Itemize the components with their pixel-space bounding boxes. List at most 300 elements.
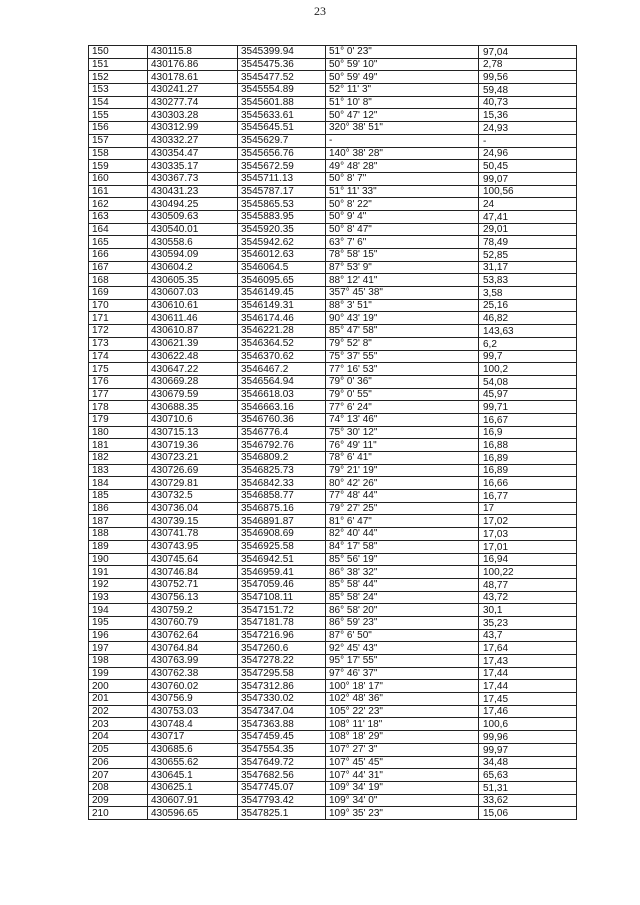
distance-cell: 99,7	[479, 350, 577, 363]
point-number-cell: 206	[89, 756, 148, 769]
point-number-cell: 191	[89, 566, 148, 579]
y-coordinate-cell: 3546012.63	[238, 249, 326, 262]
table-row	[89, 198, 577, 211]
y-coordinate-cell: 3547108.11	[238, 591, 326, 604]
x-coordinate-cell: 430739.15	[148, 515, 238, 528]
x-coordinate-cell: 430625.1	[148, 781, 238, 794]
direction-angle-cell: 50° 47' 12"	[326, 109, 479, 122]
table-row	[89, 693, 577, 706]
point-number-cell: 184	[89, 477, 148, 490]
distance-cell: 16,89	[479, 464, 577, 477]
direction-angle-cell: 87° 53' 9"	[326, 261, 479, 274]
y-coordinate-cell: 3546875.16	[238, 502, 326, 515]
y-coordinate-cell: 3546760.36	[238, 413, 326, 426]
distance-cell: 100,2	[479, 363, 577, 376]
distance-cell: 99,97	[479, 743, 577, 756]
x-coordinate-cell: 430745.64	[148, 553, 238, 566]
distance-cell: -	[479, 134, 577, 147]
table-row	[89, 667, 577, 680]
y-coordinate-cell: 3545672.59	[238, 160, 326, 173]
point-number-cell: 197	[89, 642, 148, 655]
direction-angle-cell: 100° 18' 17"	[326, 680, 479, 693]
direction-angle-cell: 88° 3' 51"	[326, 299, 479, 312]
x-coordinate-cell: 430717	[148, 731, 238, 744]
y-coordinate-cell: 3547151.72	[238, 604, 326, 617]
table-row	[89, 528, 577, 541]
y-coordinate-cell: 3545865.53	[238, 198, 326, 211]
y-coordinate-cell: 3547793.42	[238, 794, 326, 807]
y-coordinate-cell: 3546925.58	[238, 540, 326, 553]
x-coordinate-cell: 430277.74	[148, 96, 238, 109]
distance-cell: 24	[479, 198, 577, 211]
point-number-cell: 162	[89, 198, 148, 211]
y-coordinate-cell: 3547825.1	[238, 807, 326, 820]
x-coordinate-cell: 430610.61	[148, 299, 238, 312]
x-coordinate-cell: 430679.59	[148, 388, 238, 401]
table-row	[89, 655, 577, 668]
direction-angle-cell: -	[326, 134, 479, 147]
x-coordinate-cell: 430354.47	[148, 147, 238, 160]
table-row	[89, 46, 577, 59]
point-number-cell: 187	[89, 515, 148, 528]
y-coordinate-cell: 3546149.31	[238, 299, 326, 312]
x-coordinate-cell: 430647.22	[148, 363, 238, 376]
direction-angle-cell: 77° 48' 44"	[326, 490, 479, 503]
y-coordinate-cell: 3546663.16	[238, 401, 326, 414]
point-number-cell: 208	[89, 781, 148, 794]
x-coordinate-cell: 430494.25	[148, 198, 238, 211]
point-number-cell: 192	[89, 578, 148, 591]
distance-cell: 16,66	[479, 477, 577, 490]
point-number-cell: 174	[89, 350, 148, 363]
direction-angle-cell: 77° 16' 53"	[326, 363, 479, 376]
direction-angle-cell: 50° 8' 7"	[326, 172, 479, 185]
direction-angle-cell: 49° 48' 28"	[326, 160, 479, 173]
table-row	[89, 122, 577, 135]
distance-cell: 54,08	[479, 375, 577, 388]
x-coordinate-cell: 430756.9	[148, 693, 238, 706]
direction-angle-cell: 86° 59' 23"	[326, 616, 479, 629]
point-number-cell: 159	[89, 160, 148, 173]
direction-angle-cell: 50° 59' 49"	[326, 71, 479, 84]
table-row	[89, 604, 577, 617]
table-row	[89, 134, 577, 147]
y-coordinate-cell: 3546891.87	[238, 515, 326, 528]
x-coordinate-cell: 430732.5	[148, 490, 238, 503]
table-row	[89, 58, 577, 71]
direction-angle-cell: 63° 7' 6"	[326, 236, 479, 249]
x-coordinate-cell: 430688.35	[148, 401, 238, 414]
direction-angle-cell: 95° 17' 55"	[326, 655, 479, 668]
table-row	[89, 629, 577, 642]
table-row	[89, 642, 577, 655]
distance-cell: 53,83	[479, 274, 577, 287]
distance-cell: 99,96	[479, 731, 577, 744]
table-row	[89, 172, 577, 185]
point-number-cell: 168	[89, 274, 148, 287]
x-coordinate-cell: 430736.04	[148, 502, 238, 515]
point-number-cell: 167	[89, 261, 148, 274]
distance-cell: 33,62	[479, 794, 577, 807]
direction-angle-cell: 92° 45' 43"	[326, 642, 479, 655]
distance-cell: 51,31	[479, 781, 577, 794]
x-coordinate-cell: 430332.27	[148, 134, 238, 147]
direction-angle-cell: 85° 47' 58"	[326, 325, 479, 338]
distance-cell: 16,94	[479, 553, 577, 566]
point-number-cell: 175	[89, 363, 148, 376]
x-coordinate-cell: 430607.91	[148, 794, 238, 807]
point-number-cell: 207	[89, 769, 148, 782]
y-coordinate-cell: 3545554.89	[238, 84, 326, 97]
direction-angle-cell: 50° 9' 4"	[326, 210, 479, 223]
distance-cell: 99,07	[479, 172, 577, 185]
x-coordinate-cell: 430594.09	[148, 249, 238, 262]
table-row	[89, 731, 577, 744]
point-number-cell: 151	[89, 58, 148, 71]
point-number-cell: 160	[89, 172, 148, 185]
y-coordinate-cell: 3545942.62	[238, 236, 326, 249]
point-number-cell: 171	[89, 312, 148, 325]
y-coordinate-cell: 3546908.69	[238, 528, 326, 541]
point-number-cell: 203	[89, 718, 148, 731]
y-coordinate-cell: 3547554.35	[238, 743, 326, 756]
direction-angle-cell: 90° 43' 19"	[326, 312, 479, 325]
y-coordinate-cell: 3546174.46	[238, 312, 326, 325]
distance-cell: 43,7	[479, 629, 577, 642]
direction-angle-cell: 88° 12' 41"	[326, 274, 479, 287]
y-coordinate-cell: 3545477.52	[238, 71, 326, 84]
point-number-cell: 156	[89, 122, 148, 135]
distance-cell: 46,82	[479, 312, 577, 325]
y-coordinate-cell: 3546825.73	[238, 464, 326, 477]
y-coordinate-cell: 3545645.51	[238, 122, 326, 135]
point-number-cell: 173	[89, 337, 148, 350]
point-number-cell: 201	[89, 693, 148, 706]
table-row	[89, 591, 577, 604]
coordinates-table-body	[89, 46, 577, 820]
table-row	[89, 223, 577, 236]
distance-cell: 24,93	[479, 122, 577, 135]
table-row	[89, 249, 577, 262]
direction-angle-cell: 140° 38' 28"	[326, 147, 479, 160]
distance-cell: 17	[479, 502, 577, 515]
point-number-cell: 190	[89, 553, 148, 566]
point-number-cell: 202	[89, 705, 148, 718]
y-coordinate-cell: 3547347.04	[238, 705, 326, 718]
point-number-cell: 182	[89, 452, 148, 465]
x-coordinate-cell: 430431.23	[148, 185, 238, 198]
table-row	[89, 96, 577, 109]
direction-angle-cell: 78° 6' 41"	[326, 452, 479, 465]
direction-angle-cell: 109° 34' 0"	[326, 794, 479, 807]
direction-angle-cell: 107° 27' 3"	[326, 743, 479, 756]
y-coordinate-cell: 3547745.07	[238, 781, 326, 794]
y-coordinate-cell: 3546564.94	[238, 375, 326, 388]
table-row	[89, 680, 577, 693]
y-coordinate-cell: 3545601.88	[238, 96, 326, 109]
x-coordinate-cell: 430176.86	[148, 58, 238, 71]
x-coordinate-cell: 430762.38	[148, 667, 238, 680]
direction-angle-cell: 102° 48' 36"	[326, 693, 479, 706]
point-number-cell: 205	[89, 743, 148, 756]
distance-cell: 25,16	[479, 299, 577, 312]
distance-cell: 100,56	[479, 185, 577, 198]
table-row	[89, 236, 577, 249]
y-coordinate-cell: 3545711.13	[238, 172, 326, 185]
direction-angle-cell: 79° 0' 36"	[326, 375, 479, 388]
y-coordinate-cell: 3545920.35	[238, 223, 326, 236]
direction-angle-cell: 81° 6' 47"	[326, 515, 479, 528]
point-number-cell: 150	[89, 46, 148, 59]
table-row	[89, 210, 577, 223]
distance-cell: 43,72	[479, 591, 577, 604]
y-coordinate-cell: 3547216.96	[238, 629, 326, 642]
distance-cell: 59,48	[479, 84, 577, 97]
distance-cell: 16,77	[479, 490, 577, 503]
distance-cell: 17,44	[479, 680, 577, 693]
direction-angle-cell: 79° 0' 55"	[326, 388, 479, 401]
distance-cell: 50,45	[479, 160, 577, 173]
distance-cell: 35,23	[479, 616, 577, 629]
table-row	[89, 160, 577, 173]
direction-angle-cell: 107° 45' 45"	[326, 756, 479, 769]
distance-cell: 65,63	[479, 769, 577, 782]
point-number-cell: 200	[89, 680, 148, 693]
y-coordinate-cell: 3546370.62	[238, 350, 326, 363]
table-row	[89, 325, 577, 338]
y-coordinate-cell: 3546792.76	[238, 439, 326, 452]
direction-angle-cell: 74° 13' 46"	[326, 413, 479, 426]
x-coordinate-cell: 430669.28	[148, 375, 238, 388]
distance-cell: 17,02	[479, 515, 577, 528]
point-number-cell: 178	[89, 401, 148, 414]
point-number-cell: 188	[89, 528, 148, 541]
x-coordinate-cell: 430540.01	[148, 223, 238, 236]
y-coordinate-cell: 3546959.41	[238, 566, 326, 579]
x-coordinate-cell: 430760.79	[148, 616, 238, 629]
point-number-cell: 153	[89, 84, 148, 97]
direction-angle-cell: 51° 0' 23"	[326, 46, 479, 59]
x-coordinate-cell: 430303.28	[148, 109, 238, 122]
table-row	[89, 388, 577, 401]
y-coordinate-cell: 3547295.58	[238, 667, 326, 680]
distance-cell: 47,41	[479, 210, 577, 223]
y-coordinate-cell: 3546776.4	[238, 426, 326, 439]
y-coordinate-cell: 3546221.28	[238, 325, 326, 338]
x-coordinate-cell: 430762.64	[148, 629, 238, 642]
x-coordinate-cell: 430763.99	[148, 655, 238, 668]
x-coordinate-cell: 430746.84	[148, 566, 238, 579]
y-coordinate-cell: 3545787.17	[238, 185, 326, 198]
distance-cell: 31,17	[479, 261, 577, 274]
x-coordinate-cell: 430610.87	[148, 325, 238, 338]
point-number-cell: 154	[89, 96, 148, 109]
point-number-cell: 181	[89, 439, 148, 452]
table-row	[89, 578, 577, 591]
direction-angle-cell: 77° 6' 24"	[326, 401, 479, 414]
x-coordinate-cell: 430611.46	[148, 312, 238, 325]
y-coordinate-cell: 3547312.86	[238, 680, 326, 693]
x-coordinate-cell: 430558.6	[148, 236, 238, 249]
point-number-cell: 198	[89, 655, 148, 668]
point-number-cell: 177	[89, 388, 148, 401]
point-number-cell: 179	[89, 413, 148, 426]
direction-angle-cell: 86° 58' 20"	[326, 604, 479, 617]
y-coordinate-cell: 3546942.51	[238, 553, 326, 566]
distance-cell: 3,58	[479, 287, 577, 300]
direction-angle-cell: 108° 11' 18"	[326, 718, 479, 731]
table-row	[89, 502, 577, 515]
x-coordinate-cell: 430596.65	[148, 807, 238, 820]
point-number-cell: 193	[89, 591, 148, 604]
table-row	[89, 185, 577, 198]
x-coordinate-cell: 430178.61	[148, 71, 238, 84]
y-coordinate-cell: 3547059.46	[238, 578, 326, 591]
point-number-cell: 180	[89, 426, 148, 439]
x-coordinate-cell: 430335.17	[148, 160, 238, 173]
table-row	[89, 109, 577, 122]
x-coordinate-cell: 430715.13	[148, 426, 238, 439]
point-number-cell: 209	[89, 794, 148, 807]
direction-angle-cell: 79° 21' 19"	[326, 464, 479, 477]
direction-angle-cell: 107° 44' 31"	[326, 769, 479, 782]
y-coordinate-cell: 3547330.02	[238, 693, 326, 706]
distance-cell: 40,73	[479, 96, 577, 109]
table-row	[89, 375, 577, 388]
direction-angle-cell: 76° 49' 11"	[326, 439, 479, 452]
y-coordinate-cell: 3547459.45	[238, 731, 326, 744]
x-coordinate-cell: 430509.63	[148, 210, 238, 223]
table-row	[89, 616, 577, 629]
table-row	[89, 439, 577, 452]
y-coordinate-cell: 3547181.78	[238, 616, 326, 629]
distance-cell: 15,06	[479, 807, 577, 820]
coordinates-table	[88, 45, 577, 820]
point-number-cell: 157	[89, 134, 148, 147]
table-row	[89, 515, 577, 528]
y-coordinate-cell: 3547260.6	[238, 642, 326, 655]
point-number-cell: 194	[89, 604, 148, 617]
direction-angle-cell: 50° 59' 10"	[326, 58, 479, 71]
table-row	[89, 743, 577, 756]
point-number-cell: 186	[89, 502, 148, 515]
point-number-cell: 189	[89, 540, 148, 553]
x-coordinate-cell: 430607.03	[148, 287, 238, 300]
distance-cell: 15,36	[479, 109, 577, 122]
page-number: 23	[314, 4, 326, 18]
point-number-cell: 176	[89, 375, 148, 388]
x-coordinate-cell: 430645.1	[148, 769, 238, 782]
table-row	[89, 553, 577, 566]
table-row	[89, 705, 577, 718]
distance-cell: 100,22	[479, 566, 577, 579]
table-row	[89, 413, 577, 426]
table-row	[89, 807, 577, 820]
y-coordinate-cell: 3545475.36	[238, 58, 326, 71]
y-coordinate-cell: 3547363.88	[238, 718, 326, 731]
point-number-cell: 210	[89, 807, 148, 820]
table-row	[89, 781, 577, 794]
direction-angle-cell: 50° 8' 22"	[326, 198, 479, 211]
table-row	[89, 769, 577, 782]
y-coordinate-cell: 3547278.22	[238, 655, 326, 668]
distance-cell: 16,9	[479, 426, 577, 439]
x-coordinate-cell: 430605.35	[148, 274, 238, 287]
table-row	[89, 84, 577, 97]
distance-cell: 30,1	[479, 604, 577, 617]
distance-cell: 16,89	[479, 452, 577, 465]
direction-angle-cell: 109° 35' 23"	[326, 807, 479, 820]
direction-angle-cell: 52° 11' 3"	[326, 84, 479, 97]
point-number-cell: 204	[89, 731, 148, 744]
table-row	[89, 464, 577, 477]
point-number-cell: 164	[89, 223, 148, 236]
direction-angle-cell: 87° 6' 50"	[326, 629, 479, 642]
x-coordinate-cell: 430622.48	[148, 350, 238, 363]
distance-cell: 17,45	[479, 693, 577, 706]
table-row	[89, 477, 577, 490]
table-row	[89, 350, 577, 363]
point-number-cell: 163	[89, 210, 148, 223]
table-row	[89, 147, 577, 160]
direction-angle-cell: 84° 17' 58"	[326, 540, 479, 553]
y-coordinate-cell: 3545629.7	[238, 134, 326, 147]
distance-cell: 99,71	[479, 401, 577, 414]
table-row	[89, 490, 577, 503]
table-row	[89, 452, 577, 465]
distance-cell: 24,96	[479, 147, 577, 160]
table-row	[89, 312, 577, 325]
x-coordinate-cell: 430752.71	[148, 578, 238, 591]
y-coordinate-cell: 3547682.56	[238, 769, 326, 782]
x-coordinate-cell: 430312.99	[148, 122, 238, 135]
distance-cell: 16,67	[479, 413, 577, 426]
table-row	[89, 337, 577, 350]
table-row	[89, 540, 577, 553]
direction-angle-cell: 357° 45' 38"	[326, 287, 479, 300]
y-coordinate-cell: 3546095.65	[238, 274, 326, 287]
point-number-cell: 172	[89, 325, 148, 338]
y-coordinate-cell: 3545883.95	[238, 210, 326, 223]
table-row	[89, 794, 577, 807]
direction-angle-cell: 51° 11' 33"	[326, 185, 479, 198]
direction-angle-cell: 51° 10' 8"	[326, 96, 479, 109]
distance-cell: 2,78	[479, 58, 577, 71]
point-number-cell: 165	[89, 236, 148, 249]
distance-cell: 17,43	[479, 655, 577, 668]
x-coordinate-cell: 430743.95	[148, 540, 238, 553]
direction-angle-cell: 320° 38' 51"	[326, 122, 479, 135]
point-number-cell: 161	[89, 185, 148, 198]
table-row	[89, 299, 577, 312]
table-row	[89, 261, 577, 274]
direction-angle-cell: 79° 27' 25"	[326, 502, 479, 515]
distance-cell: 45,97	[479, 388, 577, 401]
x-coordinate-cell: 430760.02	[148, 680, 238, 693]
distance-cell: 16,88	[479, 439, 577, 452]
direction-angle-cell: 80° 42' 26"	[326, 477, 479, 490]
distance-cell: 78,49	[479, 236, 577, 249]
table-row	[89, 287, 577, 300]
x-coordinate-cell: 430710.6	[148, 413, 238, 426]
point-number-cell: 155	[89, 109, 148, 122]
x-coordinate-cell: 430759.2	[148, 604, 238, 617]
table-row	[89, 274, 577, 287]
y-coordinate-cell: 3546467.2	[238, 363, 326, 376]
distance-cell: 99,56	[479, 71, 577, 84]
x-coordinate-cell: 430764.84	[148, 642, 238, 655]
x-coordinate-cell: 430726.69	[148, 464, 238, 477]
